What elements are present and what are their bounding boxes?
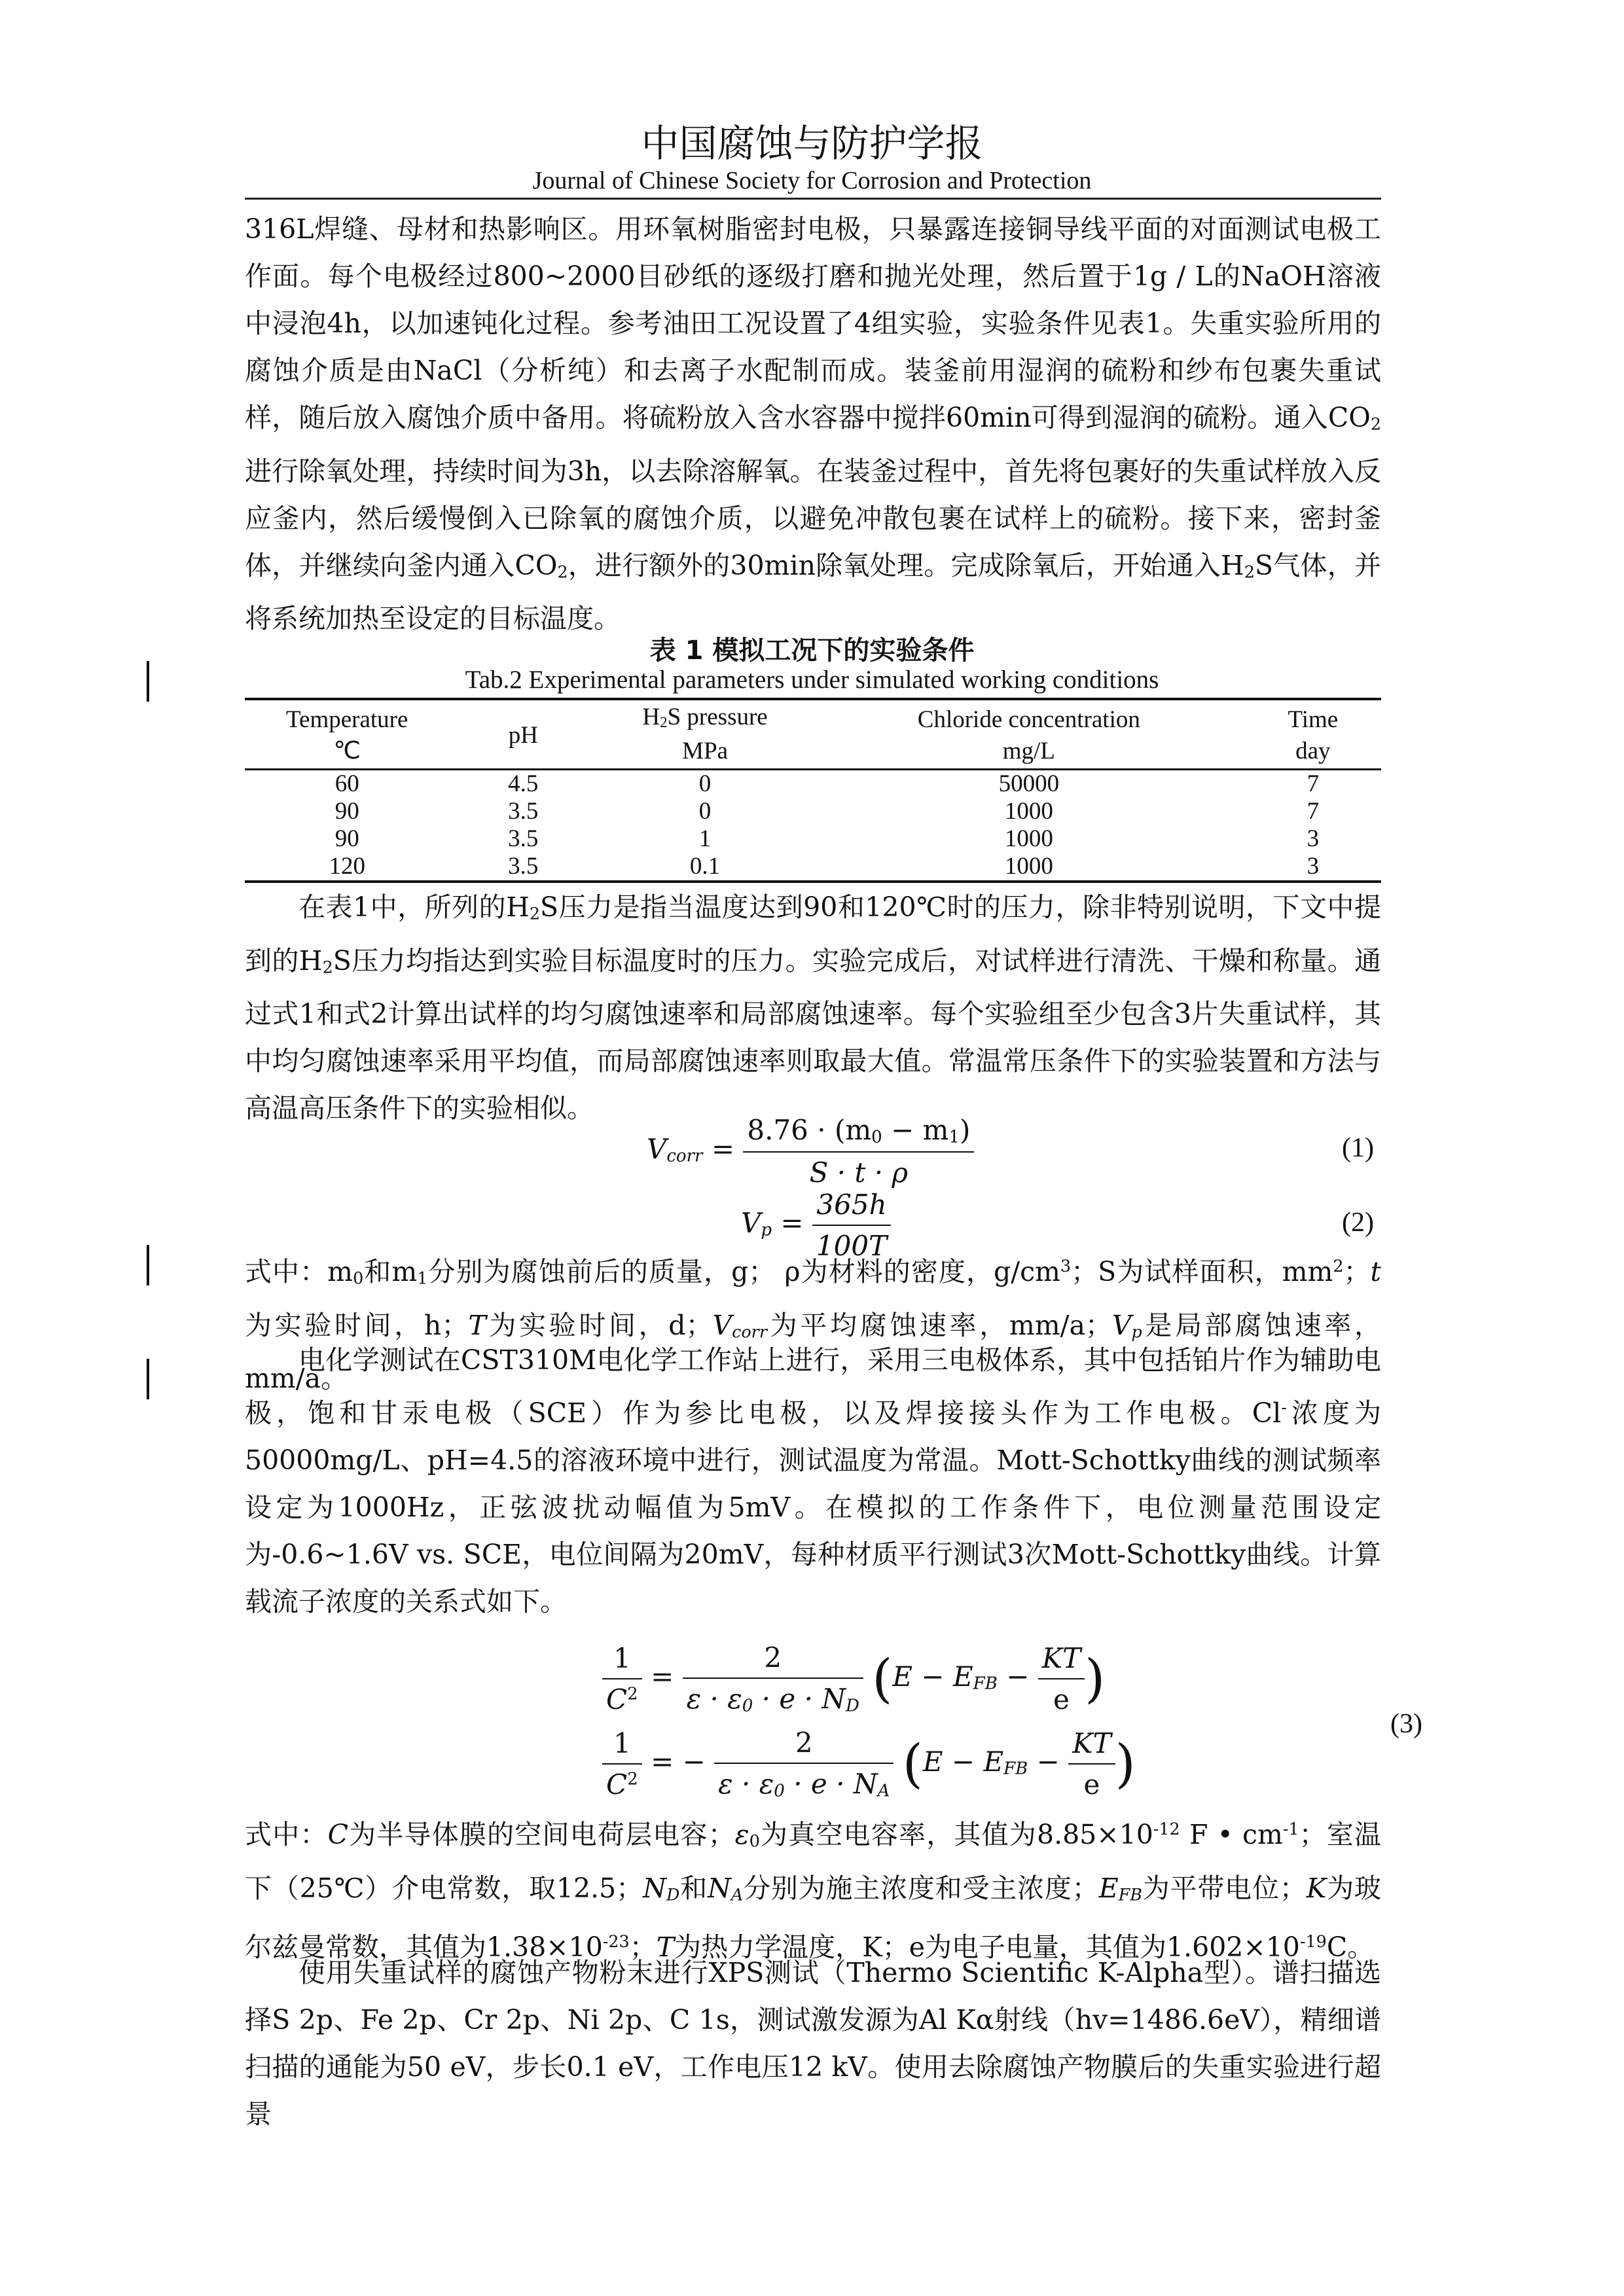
- p2-text-b: S压力是指当温度达到90和120℃时的压力，除非特别说明，下文中提到的H: [245, 891, 1381, 977]
- p2-text-a: 在表1中，所列的H: [298, 891, 530, 923]
- revision-bar: [147, 661, 149, 702]
- table-cell: 1: [698, 825, 712, 853]
- p1-text-a: 316L焊缝、母材和热影响区。用环氧树脂密封电极，只暴露连接铜导线平面的对面测试电极工作面。每个电极经过800~2000目砂纸的逐级打磨和抛光处理，然后置于1g / L的NaOH溶液中浸泡4h，以加速钝化过程。参考油田工况设置了4组实验，实验条件见表1。失重实验所用的腐蚀介质是由NaCl（分析纯）和去离子水配制而成。装釜前用湿润的硫粉和纱布包裹失重试样，随后放入腐蚀介质中备用。将硫粉放入含水容器中搅拌60min可得到湿润的硫粉。通入CO: [245, 213, 1381, 433]
- p1-text-b: 进行除氧处理，持续时间为3h，以去除溶解氧。在装釜过程中，首先将包裹好的失重试样放入反应釜内，然后缓慢倒入已除氧的腐蚀介质，以避免冲散包裹在试样上的硫粉。接下来，密封釜体，并继续向釜内通入CO: [245, 455, 1381, 581]
- paragraph-3: 式中：m0和m1分别为腐蚀前后的质量，g； ρ为材料的密度，$g/cm^3$；S为试样面积，$mm^2$；t为实验时间，h；T为实验时间，d；Vcorr为平均腐蚀速率，mm/a；Vp是局部腐蚀速率，mm/a。: [245, 1255, 1382, 1395]
- p1-text-d: S气体，并将系统加热至设定的目标温度。: [245, 549, 1381, 635]
- p1-sub-c: 2: [1244, 562, 1255, 582]
- th-h2s-unit: MPa: [597, 737, 813, 770]
- table-caption-en: Tab.2 Experimental parameters under simulated working conditions: [465, 666, 1159, 694]
- table-cell: 0.1: [597, 853, 813, 882]
- th-time-unit: day: [1245, 737, 1381, 770]
- th-chloride-unit: mg/L: [813, 737, 1245, 770]
- equation-3b: $\frac{1}{C^2}$ = − $\frac{2}{\varepsilon \cdot \varepsilon 0 \cdot e \cdot NA}$ (E − EFB − $\frac{KT}{e}$ ): [602, 1727, 1136, 1801]
- table-row: [245, 798, 1381, 825]
- p1-sub-a: 2: [1370, 414, 1381, 434]
- table-cell: 7: [1307, 770, 1320, 798]
- table-cell: 0: [698, 798, 712, 825]
- th-temperature-unit: ℃: [245, 737, 449, 770]
- th-temperature: Temperature: [245, 699, 449, 737]
- revision-bar: [147, 1359, 149, 1399]
- table-row: [245, 770, 1381, 798]
- th-chloride: Chloride concentration: [813, 699, 1245, 737]
- table-cell: 7: [1307, 798, 1320, 825]
- header-rule: [245, 198, 1381, 200]
- table-row: [245, 853, 1381, 882]
- equation-2-number: (2): [1342, 1208, 1374, 1238]
- table-cell: 90: [334, 798, 359, 825]
- p6-text: 使用失重试样的腐蚀产物粉末进行XPS测试（Thermo Scientific K-Alpha型）。谱扫描选择S 2p、Fe 2p、Cr 2p、Ni 2p、C 1s，测试激发源为Al Kα射线（hv=1486.6eV），精细谱扫描的通能为50 eV，步长0.1 eV，工作电压12 kV。使用去除腐蚀产物膜后的失重实验进行超景: [245, 1957, 1381, 2130]
- paragraph-2: [245, 884, 1381, 1132]
- th-time: Time: [1245, 699, 1381, 737]
- table-cell: 60: [334, 770, 359, 798]
- p2-sub-a: 2: [529, 903, 541, 924]
- equation-3a: $\frac{1}{C^2}$ = $\frac{2}{\varepsilon \cdot \varepsilon 0 \cdot e \cdot ND}$ (E − EFB − $\frac{KT}{e}$ ): [602, 1641, 1105, 1716]
- table-cell: 3.5: [508, 798, 539, 825]
- table-cell: 0: [698, 770, 712, 798]
- journal-title-cn: 中国腐蚀与防护学报: [641, 121, 983, 166]
- table-cell: 120: [245, 853, 449, 882]
- table-cell: 1000: [1004, 798, 1053, 825]
- table-cell: 50000: [998, 770, 1060, 798]
- table-cell: 3: [1245, 853, 1381, 882]
- p2-sub-b: 2: [322, 957, 333, 977]
- table-cell: 4.5: [508, 770, 539, 798]
- equation-1-number: (1): [1342, 1133, 1374, 1163]
- paragraph-6: [245, 1949, 1381, 2138]
- th-ph: pH: [449, 699, 597, 770]
- table-cell: 3.5: [508, 825, 539, 853]
- table-cell: 3.5: [449, 853, 597, 882]
- journal-title-en: Journal of Chinese Society for Corrosion and Protection: [532, 167, 1092, 194]
- equation-1: Vcorr = $\frac{8.76 \cdot (m0 - m1)}{S \cdot t \cdot \rho}$: [647, 1114, 974, 1189]
- table-cell: 1000: [813, 853, 1245, 882]
- table-cell: 1000: [1004, 825, 1053, 853]
- revision-bar: [147, 1245, 149, 1285]
- paragraph-5: 式中：C为半导体膜的空间电荷层电容；ε0为真空电容率，其值为$8.85\times 10^{-12}$ F • $cm^{-1}$；室温下（25℃）介电常数，取12.5；ND和NA分别为施主浓度和受主浓度；EFB为平带电位；K为玻尔兹曼常数，其值为$1.38\times 10^{-23}$；T为热力学温度，K；e为电子电量，其值为$1.602\times 10^{-19}C$。: [245, 1818, 1382, 1964]
- p1-sub-b: 2: [557, 562, 568, 582]
- equation-2: Vp = $\frac{365h}{100T}$: [741, 1189, 891, 1262]
- p2-text-c: S压力均指达到实验目标温度时的压力。实验完成后，对试样进行清洗、干燥和称量。通过式1和式2计算出试样的均匀腐蚀速率和局部腐蚀速率。每个实验组至少包含3片失重试样，其中均匀腐蚀速率采用平均值，而局部腐蚀速率则取最大值。常温常压条件下的实验装置和方法与高温高压条件下的实验相似。: [245, 944, 1381, 1124]
- table-cell: 90: [334, 825, 359, 853]
- table-row: [245, 825, 1381, 853]
- paragraph-4: 电化学测试在CST310M电化学工作站上进行，采用三电极体系，其中包括铂片作为辅助电极，饱和甘汞电极（SCE）作为参比电极，以及焊接接头作为工作电极。Cl-浓度为50000mg/L、pH=4.5的溶液环境中进行，测试温度为常温。Mott-Schottky曲线的测试频率设定为1000Hz，正弦波扰动幅值为5mV。在模拟的工作条件下，电位测量范围设定为-0.6~1.6V vs. SCE，电位间隔为20mV，每种材质平行测试3次Mott-Schottky曲线。计算载流子浓度的关系式如下。: [245, 1344, 1382, 1617]
- table-cell: 3: [1307, 825, 1320, 853]
- equation-3-number: (3): [1390, 1709, 1422, 1739]
- experimental-conditions-table: [245, 698, 1381, 883]
- table-caption-cn: 表 1 模拟工况下的实验条件: [649, 636, 975, 666]
- paragraph-1: [245, 206, 1381, 642]
- p1-text-c: ，进行额外的30min除氧处理。完成除氧后，开始通入H: [568, 549, 1244, 581]
- th-h2s: H2S pressure: [597, 699, 813, 737]
